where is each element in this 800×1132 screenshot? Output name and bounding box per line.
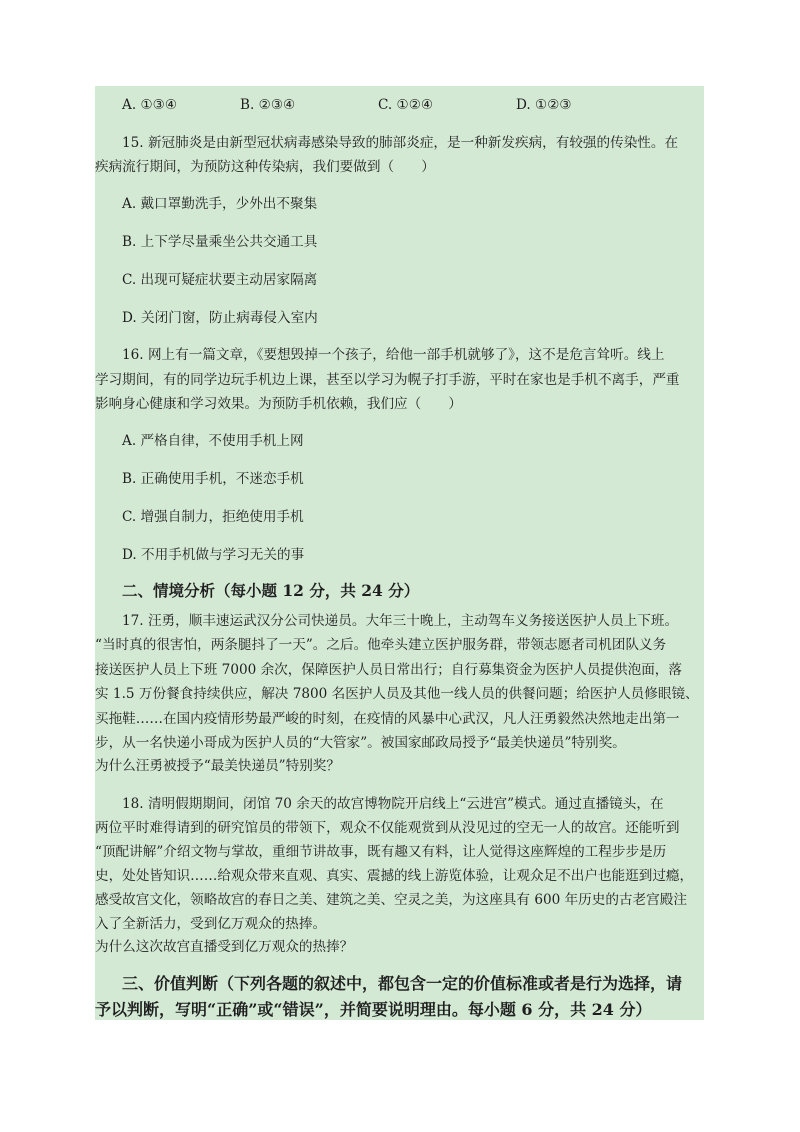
q17-line4: 实 1.5 万份餐食持续供应，解决 7800 名医护人员及其他一线人员的供餐问题；给医护人员修眼镜、 [95,686,699,702]
q18-line1: 18. 清明假期期间，闭馆 70 余天的故宫博物院开启线上“云进宫”模式。通过直播镜头，在 [122,796,664,812]
q18-line4: 史，处处皆知识……给观众带来直观、真实、震撼的线上游览体验，让观众足不出户也能逛到过瘾， [95,868,694,884]
q18-line2: 两位平时难得请到的研究馆员的带领下，观众不仅能观赏到从没见过的空无一人的故宫。还能听到 [95,820,680,836]
q16-option-c: C. 增强自制力，拒绝使用手机 [122,509,304,525]
q16-option-b: B. 正确使用手机，不迷恋手机 [122,471,304,487]
q15-option-b: B. 上下学尽量乘坐公共交通工具 [122,234,318,250]
q15-option-c: C. 出现可疑症状要主动居家隔离 [122,272,318,288]
section3-heading-line2: 予以判断，写明“正确”或“错误”，并简要说明理由。每小题 6 分，共 24 分） [95,1000,652,1019]
section2-heading: 二、情境分析（每小题 12 分，共 24 分） [122,581,420,600]
q16-option-a: A. 严格自律，不使用手机上网 [122,433,304,449]
q18-line3: “顶配讲解”介绍文物与掌故，重细节讲故事，既有趣又有料，让人觉得这座辉煌的工程步步是历 [95,844,667,860]
q16-stem-line1: 16. 网上有一篇文章，《要想毁掉一个孩子，给他一部手机就够了》，这不是危言耸听。线上 [122,347,665,363]
option-a: A. ①③④ [122,97,178,113]
option-d: D. ①②③ [516,97,572,113]
q15-option-d: D. 关闭门窗，防止病毒侵入室内 [122,310,318,326]
q15-stem-line1: 15. 新冠肺炎是由新型冠状病毒感染导致的肺部炎症，是一种新发疾病，有较强的传染性。在 [122,135,679,151]
q17-question: 为什么汪勇被授予“最美快递员”特别奖？ [95,758,340,774]
section3-heading-line1: 三、价值判断（下列各题的叙述中，都包含一定的价值标准或者是行为选择，请 [122,974,683,993]
q17-line6: 步，从一名快递小哥成为医护人员的“大管家”。被国家邮政局授予“最美快递员”特别奖。 [95,735,626,751]
q16-option-d: D. 不用手机做与学习无关的事 [122,547,305,563]
q17-line5: 买拖鞋……在国内疫情形势最严峻的时刻，在疫情的风暴中心武汉，凡人汪勇毅然决然地走出第一 [95,711,680,727]
q17-line3: 接送医护人员上下班 7000 余次，保障医护人员日常出行；自行募集资金为医护人员提供泡面，落 [95,662,682,678]
q17-line2: “当时真的很害怕，两条腿抖了一天”。之后。他牵头建立医护服务群，带领志愿者司机团队义务 [95,637,667,653]
q16-stem-line2: 学习期间，有的同学边玩手机边上课，甚至以学习为幌子打手游，平时在家也是手机不离手，严重 [95,372,680,388]
option-c: C. ①②④ [378,97,434,113]
q17-line1: 17. 汪勇，顺丰速运武汉分公司快递员。大年三十晚上，主动驾车义务接送医护人员上下班。 [122,613,679,629]
q18-question: 为什么这次故宫直播受到亿万观众的热捧？ [95,939,354,955]
q18-line6: 入了全新活力，受到亿万观众的热捧。 [95,916,327,932]
q15-stem-line2: 疾病流行期间，为预防这种传染病，我们要做到（ ） [95,159,435,175]
option-b: B. ②③④ [240,97,296,113]
q16-stem-line3: 影响身心健康和学习效果。为预防手机依赖，我们应（ ） [95,396,463,412]
q18-line5: 感受故宫文化，领略故宫的春日之美、建筑之美、空灵之美，为这座具有 600 年历史的古老宫殿注 [95,892,687,908]
q15-option-a: A. 戴口罩勤洗手，少外出不聚集 [122,196,318,212]
